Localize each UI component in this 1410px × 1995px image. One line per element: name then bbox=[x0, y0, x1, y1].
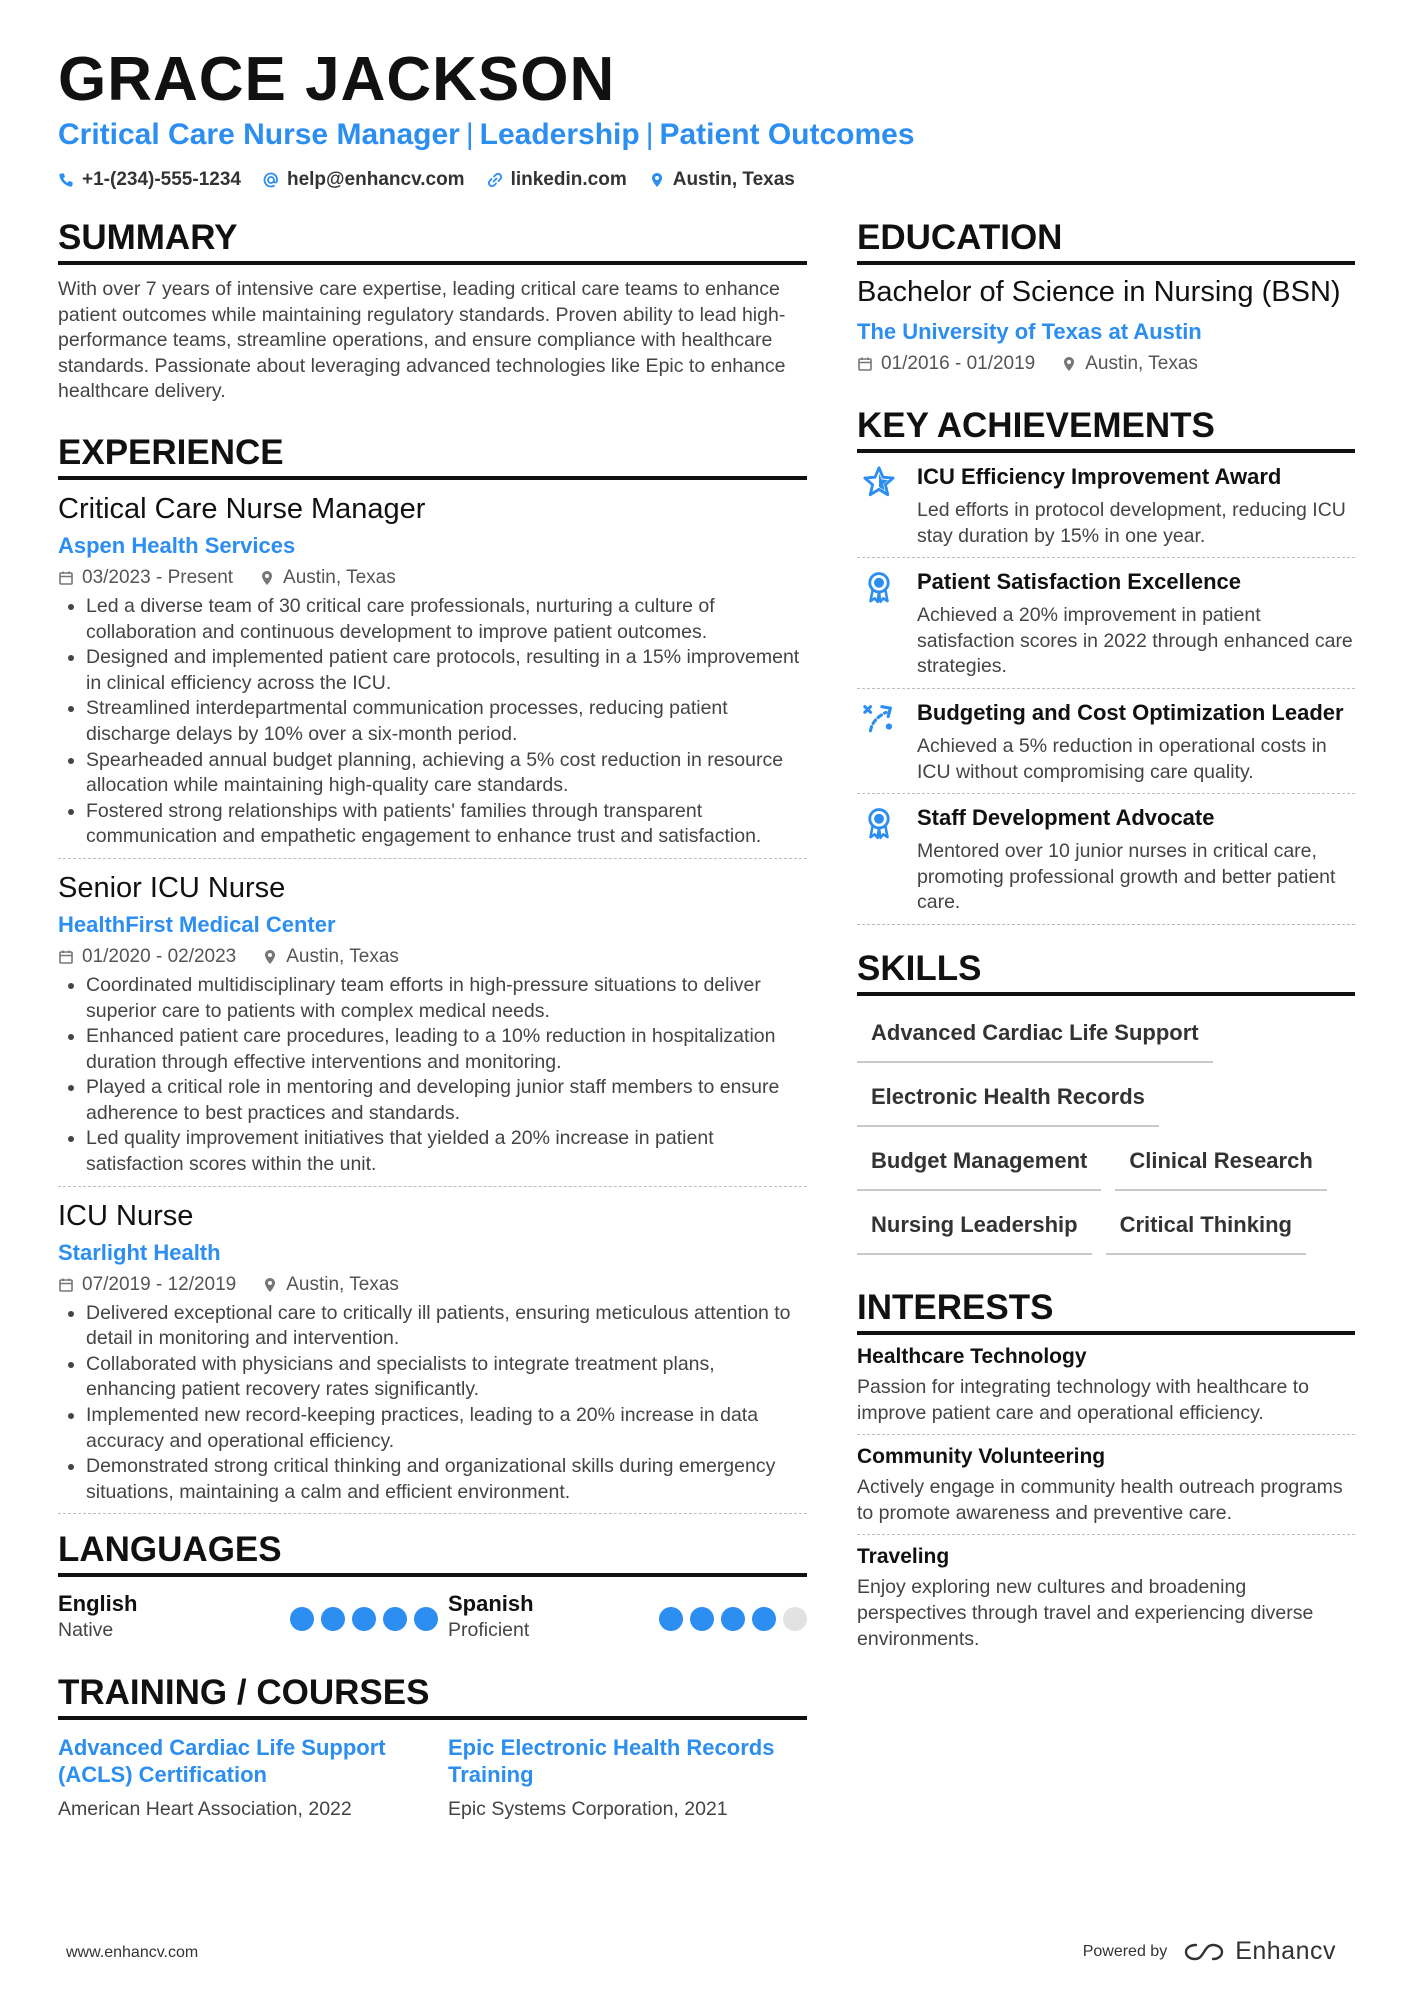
section-title-experience: EXPERIENCE bbox=[58, 433, 807, 480]
education-degree: Bachelor of Science in Nursing (BSN) bbox=[857, 276, 1341, 308]
language-item bbox=[58, 1591, 448, 1643]
job-meta bbox=[58, 945, 807, 969]
rating-dot-filled bbox=[383, 1607, 407, 1631]
language-level: Proficient bbox=[448, 1619, 530, 1642]
education-meta bbox=[857, 352, 1355, 376]
calendar-icon bbox=[857, 356, 873, 372]
section-title-interests: INTERESTS bbox=[857, 1288, 1355, 1335]
experience-entry bbox=[58, 1187, 807, 1515]
email-text: help@enhancv.com bbox=[286, 169, 465, 190]
footer-branding bbox=[1083, 1937, 1336, 1966]
rating-dot-filled bbox=[290, 1607, 314, 1631]
calendar-icon bbox=[58, 1277, 74, 1293]
rating-dot-filled bbox=[690, 1607, 714, 1631]
experience-entry bbox=[58, 859, 807, 1187]
section-title-training: TRAINING / COURSES bbox=[58, 1673, 807, 1720]
job-role: ICU Nurse bbox=[58, 1199, 194, 1232]
section-title-skills: SKILLS bbox=[857, 949, 1355, 996]
education-school: The University of Texas at Austin bbox=[857, 319, 1202, 344]
calendar-icon bbox=[58, 949, 74, 965]
language-level: Native bbox=[58, 1619, 114, 1642]
star-icon bbox=[862, 465, 896, 499]
job-bullets bbox=[58, 973, 807, 1178]
rating-dot-empty bbox=[783, 1607, 807, 1631]
job-meta bbox=[58, 566, 807, 590]
achievement-item bbox=[857, 794, 1355, 925]
achievement-title: Budgeting and Cost Optimization Leader bbox=[917, 699, 1344, 725]
course-item bbox=[448, 1734, 807, 1822]
language-rating bbox=[659, 1607, 807, 1643]
headline-part: Patient Outcomes bbox=[659, 118, 915, 151]
job-bullet: Delivered exceptional care to critically ill patients, ensuring meticulous attention to detail in monitoring and intervention. bbox=[58, 1301, 807, 1352]
interest-title: Community Volunteering bbox=[857, 1445, 1106, 1469]
job-location: Austin, Texas bbox=[286, 1273, 399, 1295]
job-role: Critical Care Nurse Manager bbox=[58, 492, 426, 525]
enhancv-logo-icon bbox=[1183, 1940, 1225, 1964]
interest-title: Traveling bbox=[857, 1545, 950, 1569]
award-ribbon-icon bbox=[862, 570, 896, 604]
achievement-item bbox=[857, 689, 1355, 794]
job-bullet: Implemented new record-keeping practices, leading to a 20% increase in data accuracy and operational efficiency. bbox=[58, 1403, 807, 1454]
map-pin-icon bbox=[1061, 356, 1077, 372]
job-bullet: Spearheaded annual budget planning, achieving a 5% cost reduction in resource allocation while maintaining high-quality care standards. bbox=[58, 748, 807, 799]
job-dates: 07/2019 - 12/2019 bbox=[82, 1273, 237, 1295]
course-org: Epic Systems Corporation, 2021 bbox=[448, 1798, 728, 1821]
language-rating bbox=[290, 1607, 438, 1643]
summary-text: With over 7 years of intensive care expertise, leading critical care teams to enhance patient outcomes while maintaining regulatory standards. Proven ability to lead high-performance teams, streamline operations, and ensure compliance with healthcare standards. Passionate about leveraging advanced technologies like Epic to enhance healthcare delivery. bbox=[58, 278, 786, 403]
achievement-title: Patient Satisfaction Excellence bbox=[917, 569, 1242, 595]
job-location: Austin, Texas bbox=[286, 945, 399, 967]
achievement-desc: Mentored over 10 junior nurses in critical care, promoting professional growth and better patient care. bbox=[917, 840, 1336, 914]
course-org: American Heart Association, 2022 bbox=[58, 1798, 352, 1821]
job-bullet: Streamlined interdepartmental communication processes, reducing patient discharge delays by 10% over a six-month period. bbox=[58, 696, 807, 747]
job-bullets bbox=[58, 1301, 807, 1506]
enhancv-brand: Enhancv bbox=[1235, 1937, 1336, 1965]
job-company: Starlight Health bbox=[58, 1239, 221, 1265]
powered-by-label: Powered by bbox=[1082, 1942, 1168, 1960]
interest-title: Healthcare Technology bbox=[857, 1344, 1087, 1368]
interest-desc: Enjoy exploring new cultures and broadening perspectives through travel and experiencing diverse environments. bbox=[857, 1576, 1314, 1650]
phone-text: +1-(234)-555-1234 bbox=[82, 169, 241, 190]
education-dates: 01/2016 - 01/2019 bbox=[881, 353, 1036, 374]
rating-dot-filled bbox=[321, 1607, 345, 1631]
experience-entry bbox=[58, 480, 807, 859]
award-ribbon-icon bbox=[862, 806, 896, 840]
education-location: Austin, Texas bbox=[1085, 353, 1198, 374]
course-item bbox=[58, 1734, 448, 1822]
achievement-desc: Led efforts in protocol development, reducing ICU stay duration by 15% in one year. bbox=[917, 499, 1346, 547]
contact-linkedin[interactable] bbox=[487, 169, 627, 191]
job-bullet: Coordinated multidisciplinary team efforts in high-pressure situations to deliver superior care to patients with complex medical needs. bbox=[58, 973, 807, 1024]
job-role: Senior ICU Nurse bbox=[58, 871, 286, 904]
job-bullet: Collaborated with physicians and specialists to integrate treatment plans, enhancing patient recovery rates significantly. bbox=[58, 1352, 807, 1403]
interest-desc: Passion for integrating technology with healthcare to improve patient care and operational efficiency. bbox=[857, 1375, 1310, 1424]
achievement-desc: Achieved a 20% improvement in patient satisfaction scores in 2022 through enhanced care strategies. bbox=[917, 604, 1353, 678]
rating-dot-filled bbox=[752, 1607, 776, 1631]
skill-tag: Advanced Cardiac Life Support bbox=[857, 1004, 1213, 1063]
job-bullet: Played a critical role in mentoring and developing junior staff members to ensure adherence to best practices and standards. bbox=[58, 1075, 807, 1126]
phone-icon bbox=[58, 172, 74, 188]
contact-phone[interactable] bbox=[58, 169, 241, 191]
contact-email[interactable] bbox=[263, 169, 465, 191]
course-title: Epic Electronic Health Records Training bbox=[448, 1735, 775, 1788]
achievement-title: ICU Efficiency Improvement Award bbox=[917, 464, 1282, 489]
section-title-education: EDUCATION bbox=[857, 218, 1355, 265]
skills-list bbox=[857, 1004, 1355, 1260]
language-name: Spanish bbox=[448, 1591, 534, 1617]
right-column bbox=[857, 218, 1355, 1660]
job-bullet: Led quality improvement initiatives that yielded a 20% increase in patient satisfaction scores within the unit. bbox=[58, 1126, 807, 1177]
contact-location bbox=[649, 169, 795, 191]
candidate-name: GRACE JACKSON bbox=[58, 45, 616, 114]
achievement-item bbox=[857, 558, 1355, 689]
left-column bbox=[58, 218, 807, 1822]
skill-tag: Budget Management bbox=[857, 1132, 1101, 1191]
job-bullet: Enhanced patient care procedures, leading to a 10% reduction in hospitalization duration through effective interventions and monitoring. bbox=[58, 1024, 807, 1075]
link-icon bbox=[487, 172, 503, 188]
rating-dot-filled bbox=[414, 1607, 438, 1631]
skill-tag: Electronic Health Records bbox=[857, 1068, 1159, 1127]
headline-part: Critical Care Nurse Manager bbox=[58, 118, 460, 151]
job-bullet: Fostered strong relationships with patients' families through transparent communication and empathetic engagement to enhance trust and satisfaction. bbox=[58, 799, 807, 850]
job-location: Austin, Texas bbox=[283, 566, 396, 588]
languages-list bbox=[58, 1591, 807, 1643]
job-bullet: Demonstrated strong critical thinking and organizational skills during emergency situations, maintaining a calm and efficient environment. bbox=[58, 1454, 807, 1505]
language-name: English bbox=[58, 1591, 138, 1617]
calendar-icon bbox=[58, 570, 74, 586]
map-pin-icon bbox=[262, 1277, 278, 1293]
job-bullet: Designed and implemented patient care protocols, resulting in a 15% improvement in clinical efficiency across the ICU. bbox=[58, 645, 807, 696]
achievement-desc: Achieved a 5% reduction in operational costs in ICU without compromising care quality. bbox=[917, 734, 1327, 783]
rating-dot-filled bbox=[352, 1607, 376, 1631]
achievement-title: Staff Development Advocate bbox=[917, 805, 1215, 831]
interest-item bbox=[857, 1535, 1355, 1660]
map-pin-icon bbox=[649, 172, 665, 188]
interest-item bbox=[857, 1335, 1355, 1435]
map-pin-icon bbox=[259, 570, 275, 586]
job-bullets bbox=[58, 594, 807, 850]
at-icon bbox=[263, 172, 279, 188]
courses-list bbox=[58, 1734, 807, 1822]
section-title-languages: LANGUAGES bbox=[58, 1530, 807, 1577]
job-dates: 03/2023 - Present bbox=[82, 566, 234, 588]
strategy-icon bbox=[862, 701, 896, 735]
achievement-item bbox=[857, 453, 1355, 558]
course-title: Advanced Cardiac Life Support (ACLS) Certification bbox=[58, 1735, 386, 1788]
headline: Critical Care Nurse Manager | Leadership | Patient Outcomes bbox=[58, 118, 915, 151]
location-text: Austin, Texas bbox=[672, 169, 795, 190]
language-item bbox=[448, 1591, 807, 1643]
rating-dot-filled bbox=[721, 1607, 745, 1631]
footer-website[interactable]: www.enhancv.com bbox=[66, 1944, 199, 1961]
job-dates: 01/2020 - 02/2023 bbox=[82, 945, 237, 967]
rating-dot-filled bbox=[659, 1607, 683, 1631]
map-pin-icon bbox=[262, 949, 278, 965]
headline-part: Leadership bbox=[479, 118, 640, 151]
linkedin-text: linkedin.com bbox=[510, 169, 627, 190]
interest-item bbox=[857, 1435, 1355, 1535]
section-title-summary: SUMMARY bbox=[58, 218, 807, 265]
contact-bar bbox=[58, 169, 795, 191]
job-meta bbox=[58, 1273, 807, 1297]
skill-tag: Critical Thinking bbox=[1106, 1196, 1306, 1255]
skill-tag: Nursing Leadership bbox=[857, 1196, 1092, 1255]
section-title-achievements: KEY ACHIEVEMENTS bbox=[857, 406, 1355, 453]
interest-desc: Actively engage in community health outreach programs to promote awareness and preventive care. bbox=[857, 1476, 1343, 1524]
skill-tag: Clinical Research bbox=[1115, 1132, 1326, 1191]
job-company: HealthFirst Medical Center bbox=[58, 911, 336, 937]
job-bullet: Led a diverse team of 30 critical care professionals, nurturing a culture of collaboration and continuous development to improve patient outcomes. bbox=[58, 594, 807, 645]
job-company: Aspen Health Services bbox=[58, 532, 296, 558]
